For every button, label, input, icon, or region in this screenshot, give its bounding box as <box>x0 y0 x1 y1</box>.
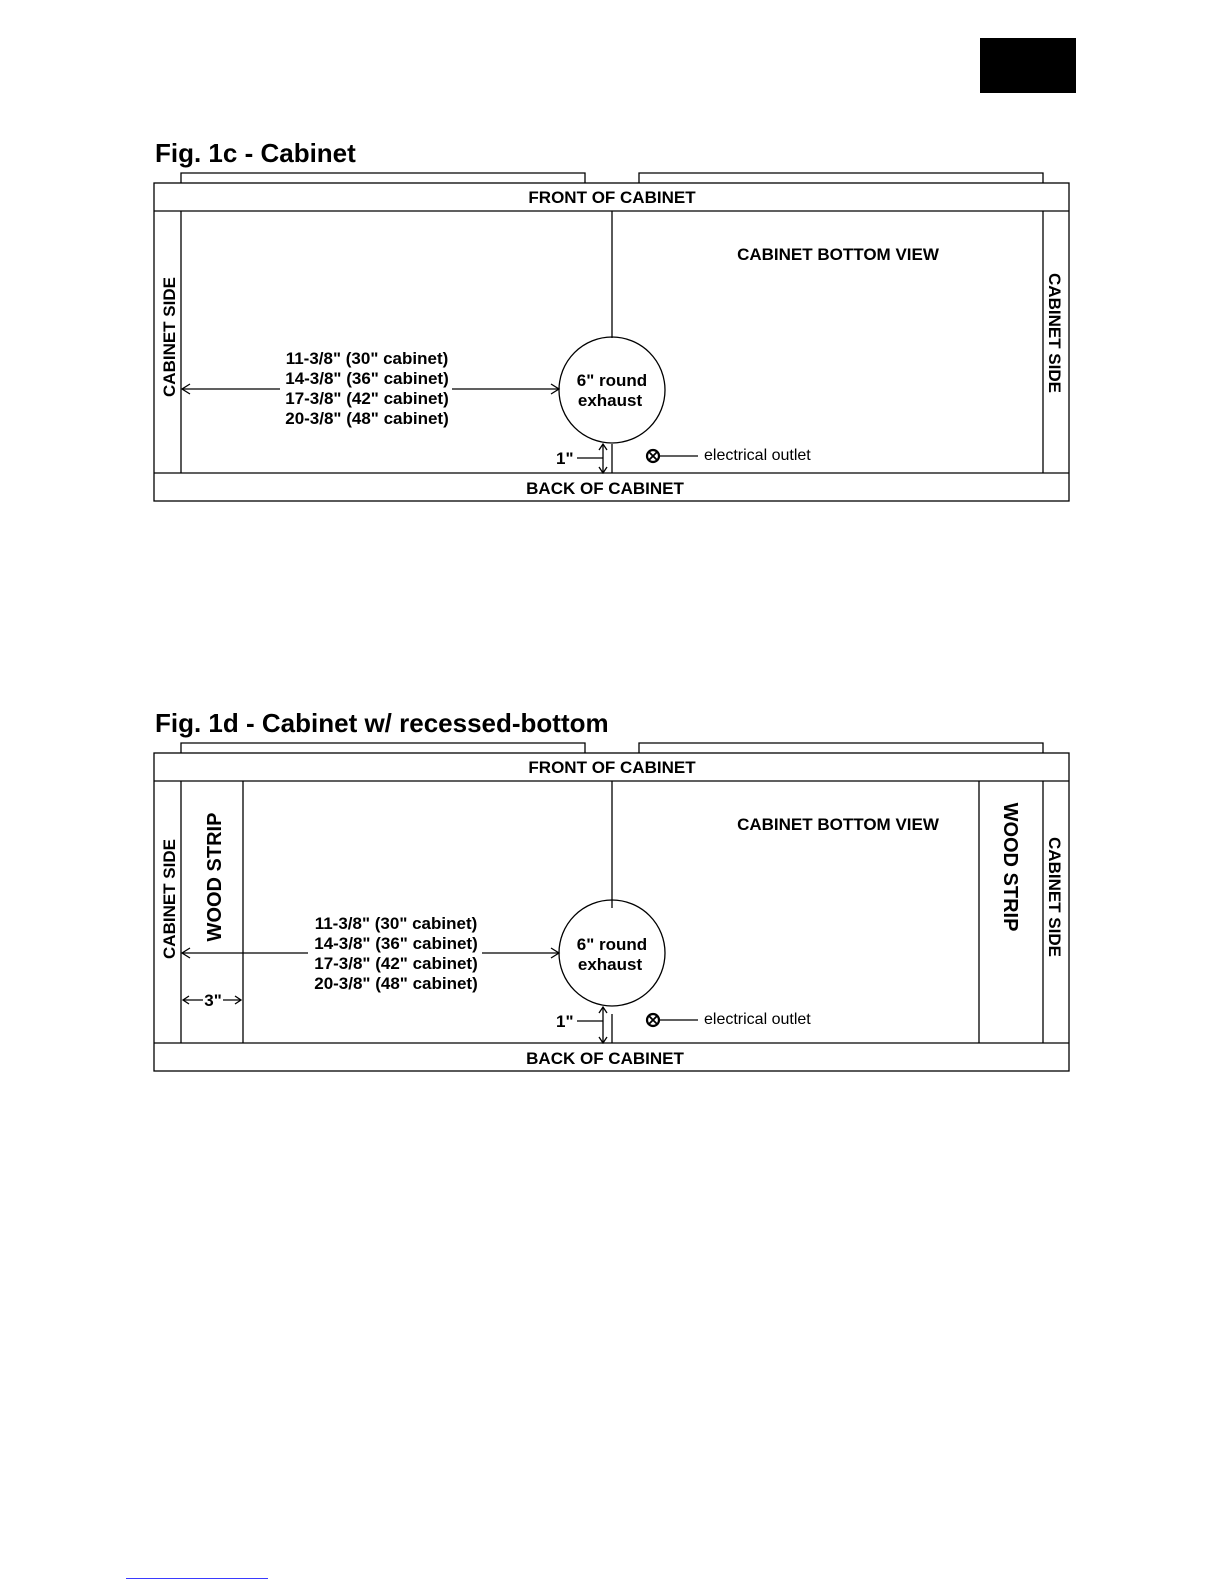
electrical-outlet-label: electrical outlet <box>704 1011 811 1028</box>
offset-label: 1" <box>556 1012 574 1031</box>
cabinet-diagram <box>0 168 1225 508</box>
front-of-cabinet-label: FRONT OF CABINET <box>528 758 696 777</box>
dimension-30: 11-3/8" (30" cabinet) <box>314 914 478 933</box>
wood-strip-label-right: WOOD STRIP <box>999 802 1021 932</box>
exhaust-label-line1: 6" round <box>576 935 648 954</box>
bottom-view-label: CABINET BOTTOM VIEW <box>737 245 939 264</box>
exhaust-label-line2: exhaust <box>577 391 643 410</box>
cabinet-side-label-right: CABINET SIDE <box>1045 837 1064 957</box>
figure-title: Fig. 1d - Cabinet w/ recessed-bottom <box>155 708 609 738</box>
top-tab-left <box>181 743 585 753</box>
circle-x-icon <box>647 450 659 462</box>
cabinet-side-label-left: CABINET SIDE <box>160 839 179 959</box>
dimension-48: 20-3/8" (48" cabinet) <box>285 409 449 428</box>
exhaust-circle <box>559 337 665 443</box>
circle-x-icon <box>647 1014 659 1026</box>
exhaust-label-line1: 6" round <box>576 371 648 390</box>
top-tab-right <box>639 173 1043 183</box>
figure-title: Fig. 1c - Cabinet <box>155 138 356 168</box>
cabinet-side-label-left: CABINET SIDE <box>160 277 179 397</box>
top-tab-right <box>639 743 1043 753</box>
page-marker-box <box>980 38 1076 93</box>
dimension-36: 14-3/8" (36" cabinet) <box>285 369 449 388</box>
dimension-36: 14-3/8" (36" cabinet) <box>314 934 478 953</box>
wood-strip-label-left: WOOD STRIP <box>204 812 226 942</box>
back-of-cabinet-label: BACK OF CABINET <box>526 479 684 498</box>
offset-label: 1" <box>556 449 574 468</box>
dimension-48: 20-3/8" (48" cabinet) <box>314 974 478 993</box>
front-of-cabinet-label: FRONT OF CABINET <box>528 188 696 207</box>
footer-link-underline <box>126 1578 268 1579</box>
dimension-42: 17-3/8" (42" cabinet) <box>285 389 449 408</box>
electrical-outlet-label: electrical outlet <box>704 447 811 464</box>
back-of-cabinet-label: BACK OF CABINET <box>526 1049 684 1068</box>
exhaust-label-line2: exhaust <box>577 955 643 974</box>
bottom-view-label: CABINET BOTTOM VIEW <box>737 815 939 834</box>
top-tab-left <box>181 173 585 183</box>
dimension-42: 17-3/8" (42" cabinet) <box>314 954 478 973</box>
strip-width-label: 3" <box>204 991 222 1010</box>
recessed-cabinet-diagram <box>0 738 1225 1078</box>
dimension-30: 11-3/8" (30" cabinet) <box>285 349 449 368</box>
cabinet-side-label-right: CABINET SIDE <box>1045 273 1064 393</box>
